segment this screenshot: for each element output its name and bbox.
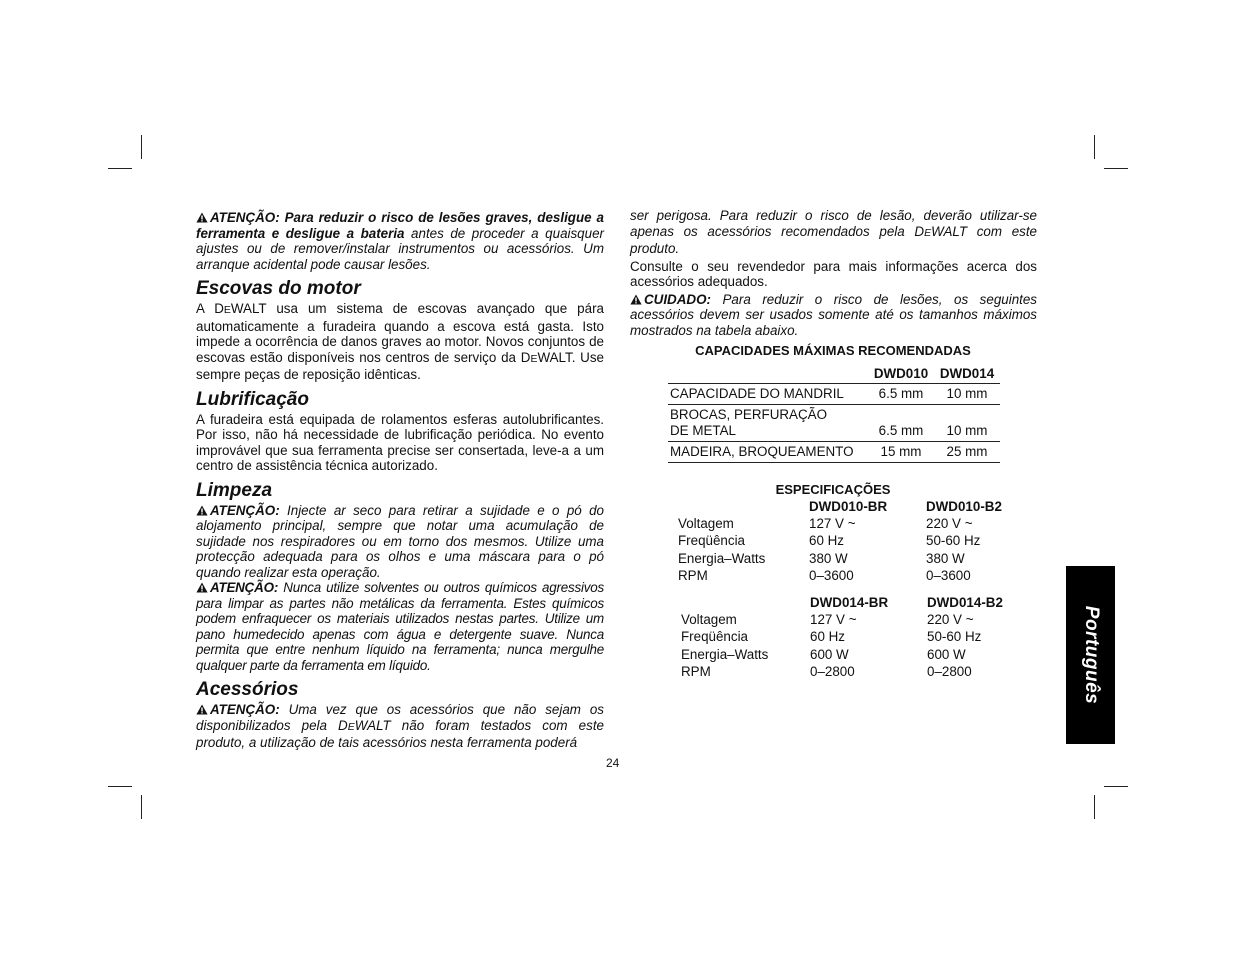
capacities-caption: CAPACIDADES MÁXIMAS RECOMENDADAS [695, 343, 971, 358]
section-title-brushes: Escovas do motor [196, 278, 361, 299]
table-row [668, 384, 1000, 405]
label-line: DE METAL [670, 423, 736, 438]
warning-bold-text: ATENÇÃO: [210, 580, 279, 595]
warning-icon [196, 582, 208, 593]
section-title-cleaning: Limpeza [196, 479, 273, 501]
table-cell-label [668, 405, 868, 442]
text-fragment: WALT. Use sempre peças de reposição idênticas. [196, 349, 604, 382]
spec-value: 220 V ~ [927, 612, 974, 627]
text-fragment: A D [196, 301, 224, 316]
spec-model-header: DWD010-B2 [926, 499, 1002, 514]
spec-block-dwd014 [681, 594, 1011, 684]
cleaning-warning-2 [196, 580, 604, 673]
spec-label: Voltagem [681, 612, 737, 627]
table-cell-label: CAPACIDADE DO MANDRIL [668, 384, 868, 405]
warning-text: WALT não foram testados com este produto, a utilização de tais acessórios nesta ferramenta poderá [196, 717, 604, 750]
table-row [668, 405, 1000, 442]
spec-value: 50-60 Hz [926, 533, 981, 548]
warning-text: antes de proceder a quaisquer ajustes ou de remover/instalar instrumentos ou acessórios. Um arranque acidental pode causar lesões. [196, 225, 604, 272]
label-line: BROCAS, PERFURAÇÃO [670, 407, 827, 422]
warning-bold-text: ATENÇÃO: [210, 702, 280, 717]
spec-value: 50-60 Hz [927, 629, 982, 644]
spec-label: Freqüência [681, 629, 748, 644]
intro-warning [196, 210, 604, 272]
spec-value: 0–3600 [809, 568, 854, 583]
spec-value: 220 V ~ [926, 516, 973, 531]
spec-value: 600 W [927, 647, 966, 662]
table-cell: 15 mm [868, 442, 934, 463]
warning-icon [196, 212, 208, 223]
crop-mark [141, 135, 142, 159]
spec-block-dwd010 [678, 498, 1008, 588]
warning-bold-text: ATENÇÃO: [210, 502, 280, 518]
warning-icon [196, 704, 208, 715]
spec-label: Freqüência [678, 533, 745, 548]
crop-mark [1104, 168, 1128, 169]
accessories-warning [196, 702, 604, 751]
spec-value: 0–3600 [926, 568, 971, 583]
section-title-accessories: Acessórios [196, 679, 299, 700]
spec-label: RPM [681, 664, 711, 679]
warning-icon [196, 505, 208, 516]
table-cell: 6.5 mm [868, 405, 934, 442]
spec-value: 380 W [809, 551, 848, 566]
language-tab [1066, 566, 1115, 744]
spec-value: 380 W [926, 551, 965, 566]
spec-model-header: DWD014-B2 [927, 595, 1003, 610]
table-cell: 10 mm [934, 405, 1000, 442]
text-fragment: WALT usa um sistema de escovas avançado que pára automaticamente a furadeira quando a escova está gasta. Isto impede a ocorrência de danos graves ao motor. Novos conjuntos de escovas estão disponíveis nos centros de serviço da D [196, 301, 604, 365]
table-row [668, 442, 1000, 463]
text-fragment: WALT com este produto. [630, 223, 1038, 256]
brushes-paragraph [196, 301, 604, 383]
language-tab-label: Português [1080, 605, 1102, 705]
table-cell: 10 mm [934, 384, 1000, 405]
cleaning-warning-1 [196, 503, 604, 581]
right-column [630, 208, 1037, 338]
spec-value: 60 Hz [810, 629, 845, 644]
warning-text: Uma vez que os acessórios que não sejam os disponibilizados pela D [196, 702, 604, 733]
page-number: 24 [606, 756, 620, 770]
crop-mark [1094, 135, 1095, 159]
warning-text: Injecte ar seco para retirar a sujidade e o pó do alojamento principal, sempre que notar uma acumulação de sujidade nos respiradores ou em torno dos mesmos. Utilize uma protecção adequada para os olhos e uma máscara para o pó quando realizar esta operação. [196, 502, 604, 580]
capacities-table [668, 364, 1000, 463]
table-header: DWD014 [939, 366, 995, 381]
spec-label: Energia–Watts [681, 647, 769, 662]
spec-label: RPM [678, 568, 708, 583]
specs-caption: ESPECIFICAÇÕES [775, 482, 891, 497]
table-header-row [668, 364, 1000, 384]
brand-smallcap: E [530, 352, 538, 365]
spec-value: 60 Hz [809, 533, 844, 548]
spec-model-header: DWD010-BR [809, 499, 888, 514]
caution-text: Para reduzir o risco de lesões, os seguintes acessórios devem ser usados somente até os tamanhos máximos mostrados na tabela abaixo. [630, 291, 1037, 338]
spec-value: 0–2800 [927, 664, 972, 679]
spec-label: Energia–Watts [678, 551, 766, 566]
spec-value: 600 W [810, 647, 849, 662]
warning-icon [630, 294, 642, 305]
table-header: DWD010 [873, 366, 929, 381]
spec-label: Voltagem [678, 516, 734, 531]
spec-value: 0–2800 [810, 664, 855, 679]
spec-value: 127 V ~ [809, 516, 856, 531]
brand-smallcap: E [223, 304, 231, 316]
table-cell-label: MADEIRA, BROQUEAMENTO [668, 442, 868, 463]
crop-mark [1094, 795, 1095, 819]
crop-mark [141, 795, 142, 819]
section-title-lubrication: Lubrificação [196, 388, 309, 410]
lubrication-paragraph: A furadeira está equipada de rolamentos esferas autolubrificantes. Por isso, não há necessidade de lubrificação periódica. No evento improvável que sua ferramenta precise ser consertada, leve-a a um centro de assistência técnica autorizado. [196, 411, 604, 473]
crop-mark [108, 168, 132, 169]
crop-mark [1104, 786, 1128, 787]
table-cell: 25 mm [934, 442, 1000, 463]
left-column [196, 210, 604, 751]
caution-bold-text: CUIDADO: [644, 291, 711, 307]
warning-bold-text: ATENÇÃO: Para reduzir o risco de lesões graves, desligue a ferramenta e desligue a bateria [196, 210, 604, 241]
warning-text: Nunca utilize solventes ou outros químicos agressivos para limpar as partes não metálicas da ferramenta. Estes químicos podem enfraquecer os materiais utilizados nestas partes. Utilize um pano humedecido apenas com água e detergente suave. Nunca permita que entre nenhum líquido na ferramenta; nunca mergulhe qualquer parte da ferramenta em líquido. [196, 580, 604, 673]
crop-mark [108, 786, 132, 787]
table-cell: 6.5 mm [868, 384, 934, 405]
spec-value: 127 V ~ [810, 612, 857, 627]
caution-paragraph [630, 292, 1037, 339]
text-fragment: ser perigosa. Para reduzir o risco de lesão, deverão utilizar-se apenas os acessórios recomendados pela D [630, 208, 1037, 239]
brand-smallcap: E [347, 720, 355, 733]
consult-paragraph: Consulte o seu revendedor para mais informações acerca dos acessórios adequados. [630, 258, 1037, 289]
brand-smallcap: E [924, 226, 932, 239]
spec-model-header: DWD014-BR [810, 595, 889, 610]
continued-paragraph [630, 208, 1037, 257]
